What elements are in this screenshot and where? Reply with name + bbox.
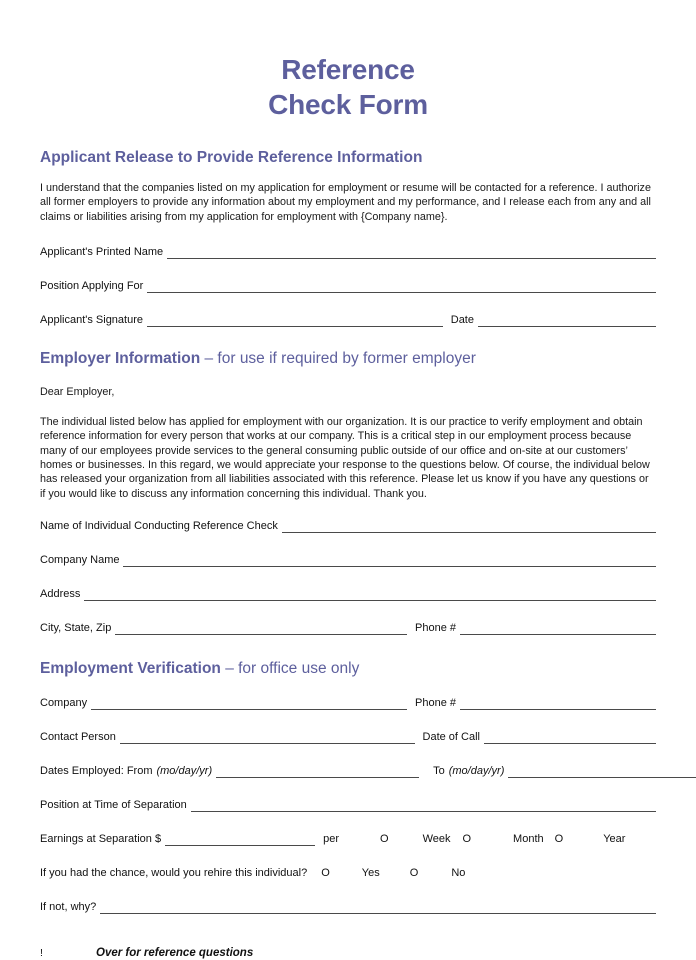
section-heading-employment-verification-sub: – for office use only: [220, 659, 360, 677]
option-circle-rehire-no[interactable]: O: [409, 866, 419, 879]
input-date-of-call[interactable]: [484, 732, 656, 744]
label-employer-city-state-zip: City, State, Zip: [40, 621, 112, 634]
field-row-position-at-separation: [40, 799, 656, 812]
applicant-release-paragraph: I understand that the companies listed on my application for employment or resume will be contacted for a reference. I authorize all former employers to provide any information about my employment and my performance, and I release each from any and all claims or liabilities arising from my application for employment with {Company name}.: [40, 182, 651, 223]
section-heading-applicant-release-text: Applicant Release to Provide Reference Information: [40, 149, 423, 166]
input-dates-employed-from[interactable]: [216, 766, 419, 778]
footer-bullet-marker: !: [40, 946, 43, 959]
field-row-applicant-signature: [40, 314, 656, 327]
label-applicant-printed-name: Applicant's Printed Name: [40, 245, 164, 258]
footer-note-text: Over for reference questions: [96, 946, 254, 959]
input-name-conducting-check[interactable]: [282, 521, 656, 533]
section-heading-employment-verification-bold: Employment Verification: [40, 659, 221, 677]
input-earnings-at-separation[interactable]: [165, 834, 315, 846]
option-label-week: Week: [422, 832, 451, 845]
section-heading-applicant-release: [40, 149, 656, 167]
label-if-not-why: If not, why?: [40, 900, 97, 913]
option-circle-month[interactable]: O: [462, 832, 472, 845]
input-verification-company[interactable]: [91, 698, 407, 710]
label-employer-address: Address: [40, 587, 81, 600]
option-label-rehire-yes: Yes: [361, 866, 380, 879]
input-if-not-why[interactable]: [100, 902, 656, 914]
label-rehire-question: If you had the chance, would you rehire this individual?: [40, 866, 308, 879]
option-label-rehire-no: No: [451, 866, 466, 879]
section-heading-employer-information-bold: Employer Information: [40, 349, 201, 367]
label-name-conducting-check: Name of Individual Conducting Reference Check: [40, 519, 278, 532]
option-circle-year[interactable]: O: [554, 832, 564, 845]
input-contact-person[interactable]: [120, 732, 415, 744]
input-employer-address[interactable]: [84, 589, 656, 601]
input-applicant-printed-name[interactable]: [167, 247, 656, 259]
field-row-employer-city-state-zip: [40, 622, 656, 635]
page-title: [40, 0, 656, 122]
input-employer-company-name[interactable]: [123, 555, 656, 567]
label-earnings-per: per: [323, 832, 339, 845]
field-row-employer-company-name: [40, 554, 656, 567]
option-label-year: Year: [603, 832, 626, 845]
field-row-dates-employed: [40, 765, 656, 778]
label-employer-phone: Phone #: [415, 621, 456, 634]
section-heading-employer-information-sub: – for use if required by former employer: [200, 349, 476, 367]
label-employer-company-name: Company Name: [40, 553, 120, 566]
input-position-at-separation[interactable]: [191, 800, 656, 812]
field-row-applicant-printed-name: [40, 246, 656, 259]
footer-note: [40, 946, 656, 960]
label-from-format-hint: (mo/day/yr): [156, 764, 213, 777]
input-dates-employed-to[interactable]: [508, 766, 696, 778]
field-row-if-not-why: [40, 901, 656, 914]
input-applicant-signature[interactable]: [147, 315, 443, 327]
label-dates-employed-from: Dates Employed: From: [40, 764, 153, 777]
input-signature-date[interactable]: [478, 315, 656, 327]
input-position-applying-for[interactable]: [147, 281, 656, 293]
label-position-applying-for: Position Applying For: [40, 279, 144, 292]
label-contact-person: Contact Person: [40, 730, 116, 743]
label-applicant-signature: Applicant's Signature: [40, 313, 143, 326]
option-circle-week[interactable]: O: [380, 832, 389, 845]
label-to-format-hint: (mo/day/yr): [448, 764, 505, 777]
input-verification-phone[interactable]: [460, 698, 656, 710]
field-row-earnings-at-separation: [40, 833, 656, 846]
field-row-employer-address: [40, 588, 656, 601]
option-circle-rehire-yes[interactable]: O: [321, 866, 330, 879]
section-heading-employment-verification: [40, 660, 656, 678]
label-position-at-separation: Position at Time of Separation: [40, 798, 187, 811]
field-row-position-applying-for: [40, 280, 656, 293]
label-signature-date: Date: [450, 313, 474, 326]
page-title-line-2: Check Form: [268, 89, 428, 120]
field-row-contact-person: [40, 731, 656, 744]
field-row-rehire-question: [40, 867, 656, 880]
employer-information-paragraph: The individual listed below has applied for employment with our organization. It is our practice to verify employment and obtain reference information for every person that works at our company. This is a critical step in our employment process because many of our employees provide services to the general consuming public outside of our office and on-site at our customers’ homes or businesses. In this regard, we would appreciate your response to the questions below. Of course, the individual below has released your organization from all liabilities associated with this reference. Please let us know if you have any questions or if you would like to discuss any information concerning this individual. Thank you.: [40, 416, 650, 500]
label-verification-phone: Phone #: [415, 696, 456, 709]
label-earnings-at-separation: Earnings at Separation $: [40, 832, 162, 845]
label-dates-employed-to: To: [433, 764, 445, 777]
input-employer-city-state-zip[interactable]: [115, 623, 407, 635]
input-employer-phone[interactable]: [460, 623, 656, 635]
field-row-verification-company: [40, 697, 656, 710]
section-heading-employer-information: [40, 350, 656, 368]
option-label-month: Month: [513, 832, 544, 845]
page-title-line-1: Reference: [281, 54, 415, 85]
employer-salutation: Dear Employer,: [40, 385, 115, 398]
field-row-name-conducting-check: [40, 520, 656, 533]
label-date-of-call: Date of Call: [422, 730, 480, 743]
label-verification-company: Company: [40, 696, 88, 709]
